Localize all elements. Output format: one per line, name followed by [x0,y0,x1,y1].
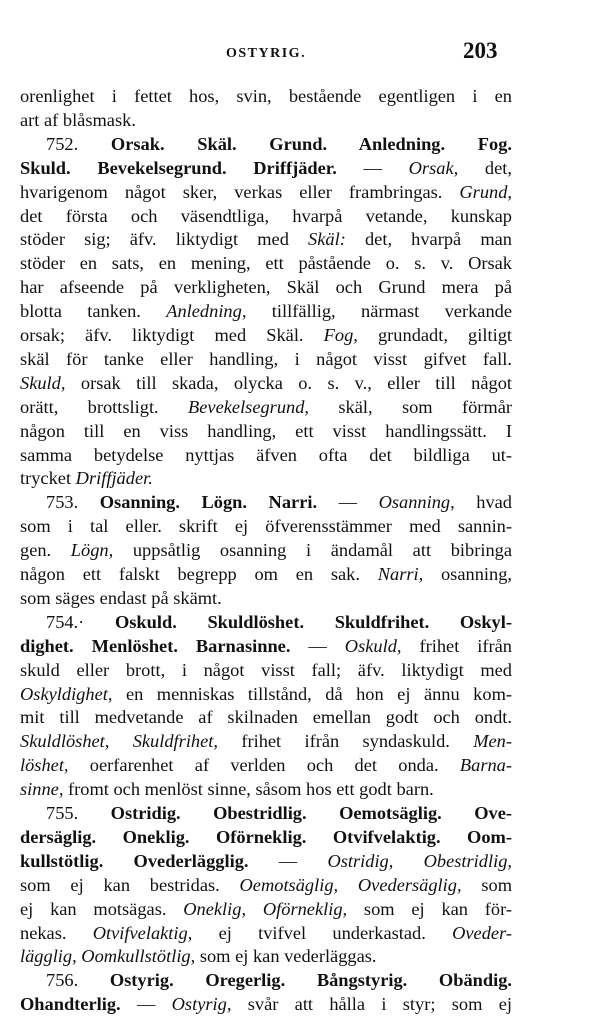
text-run: fromt och menlöst sinne, såsom hos ett godt barn. [63,779,434,800]
text-line [20,323,512,347]
text-run: hvarigenom något sker, verkas eller frambringas. [20,181,460,202]
text-line [20,873,512,897]
text-run: någon ett falskt begrepp om en sak. [20,564,378,584]
text-line [20,634,512,658]
text-run: — [120,994,172,1015]
text-run: 755. [46,803,111,823]
text-run: som i tal eller. skrift ej öfverensstämmer med sannin- [20,516,512,537]
text-run: det, hvarpå man [345,229,512,250]
text-line [20,825,512,849]
italic-term: Grund, [459,181,512,202]
text-run: har afseende på verkligheten, Skäl och Grund mera på [20,277,512,298]
text-line [20,419,512,443]
italic-term: Osanning, [378,492,455,513]
text-run: trycket [20,468,76,489]
text-line [20,897,512,921]
headword-text: Ostridig. Obestridlig. Oemotsäglig. Ove- [110,803,512,823]
italic-term: Skuld, [20,372,66,393]
text-line [20,275,512,299]
text-run: som säges endast på skämt. [20,587,222,608]
text-run: svår att hålla i styr; som ej [231,994,512,1015]
text-line [20,753,512,777]
text-line [20,944,512,968]
page-header [0,38,608,68]
page-number: 203 [463,38,498,63]
text-run: gen. [20,540,71,561]
italic-term: Oskuld, [344,635,402,656]
running-head: OSTYRIG. [226,46,307,61]
italic-term: lägglig, Oomkullstötlig, [20,946,196,967]
text-line [20,395,512,419]
headword-text: dersäglig. Oneklig. Oförneklig. Otvifvelaktig. Oom- [20,826,512,847]
text-run: frihet ifrån [401,635,512,656]
headword-text: Osanning. Lögn. Narri. [99,492,318,513]
italic-term: Oneklig, Oförneklig, [183,898,348,919]
text-run: en menniskas tillstånd, då hon ej ännu kom- [112,683,512,704]
italic-term: Lögn, [70,540,114,561]
text-run: orsak; äfv. liktydigt med Skäl. [20,325,324,345]
headword-text: kullstötlig. Ovederlägglig. [20,850,249,871]
text-run: någon till en viss handling, ett visst handlingssätt. I [20,420,512,441]
italic-term: Men- [473,731,512,752]
text-line [20,514,512,538]
text-line [20,443,512,467]
text-line [20,777,512,801]
text-line [20,180,512,204]
text-run: samma betydelse nyttjas äfven ofta det bildliga ut- [20,444,512,465]
text-run: nekas. [20,922,93,943]
text-run: uppsåtlig osanning i ändamål att bibringa [113,540,512,561]
text-line [20,729,512,753]
text-line [20,586,512,610]
headword-text: dighet. Menlöshet. Barnasinne. [20,635,291,656]
text-run: — [336,157,409,178]
text-line [20,992,512,1016]
italic-term: Oemotsäglig, Ovedersäglig, [239,874,462,895]
text-run: 752. [46,133,111,154]
text-run: ej kan motsägas. [20,898,184,919]
text-run: — [248,850,328,871]
text-line [20,347,512,371]
text-run: skäl, som förmår [309,396,512,417]
text-run: som ej kan vederläggas. [195,946,377,967]
italic-term: Ostridig, Obestridlig, [327,850,513,871]
text-run: som ej kan för- [347,898,512,919]
italic-term: Anledning, [166,301,247,322]
text-line [20,299,512,323]
text-line [20,84,512,108]
italic-term: Driffjäder. [75,468,153,489]
text-line [20,227,512,251]
text-run: skäl för tanke eller handling, i något visst gifvet fall. [20,348,512,369]
text-run: osanning, [423,564,512,584]
text-run: som [461,874,513,895]
text-run: art af blåsmask. [20,109,136,130]
text-line [20,538,512,562]
italic-term: Oveder- [452,922,512,943]
text-run: grundadt, giltigt [357,325,512,345]
text-line [46,610,512,634]
text-line [20,204,512,228]
text-run: stöder en sats, en mening, ett påstående o. s. v. Orsak [20,253,512,274]
text-run: — [317,492,379,513]
text-line [20,849,512,873]
text-run: 753. [46,492,100,513]
headword-text: Ohandterlig. [20,994,121,1015]
text-run: frihet ifrån syndaskuld. [218,731,474,752]
italic-term: Oskyldighet, [20,683,113,704]
text-run: oerfarenhet af verlden och det onda. [68,755,460,776]
text-run: tillfällig, närmast verkande [246,301,512,322]
italic-term: Orsak, [408,157,459,178]
italic-term: Ostyrig, [171,994,232,1015]
italic-term: Skuldlöshet, Skuldfrihet, [20,731,219,752]
text-run: som ej kan bestridas. [20,874,240,895]
text-line [20,562,512,586]
text-line [20,658,512,682]
text-line [20,921,512,945]
text-line [20,156,512,180]
text-run: ej tvifvel underkastad. [192,922,453,943]
text-line [20,108,512,132]
text-line [46,132,512,156]
italic-term: Otvifvelaktig, [92,922,193,943]
text-line [20,682,512,706]
headword-text: Oskuld. Skuldlöshet. Skuldfrihet. Oskyl- [114,611,512,632]
text-run: orätt, brottsligt. [20,396,189,417]
text-run: 756. [46,970,110,991]
italic-term: löshet, [20,755,69,776]
text-run: blotta tanken. [20,301,167,322]
headword-text: Skuld. Bevekelsegrund. Driffjäder. [20,157,337,178]
text-line [20,251,512,275]
italic-term: Skäl: [308,229,346,250]
text-line [20,466,512,490]
text-run: orsak till skada, olycka o. s. v., eller till något [65,372,512,393]
headword-text: Ostyrig. Oregerlig. Bångstyrig. Obändig. [109,970,513,991]
italic-term: Narri, [377,564,424,584]
headword-text: Orsak. Skäl. Grund. Anledning. Fog. [110,133,513,154]
text-run: hvad [454,492,512,513]
text-run: mit till medvetande af skilnaden emellan godt och ondt. [20,707,512,728]
italic-term: Barna- [459,755,512,776]
text-line [46,968,512,992]
italic-term: sinne, [20,779,64,800]
text-line [20,705,512,729]
italic-term: Bevekelsegrund, [188,396,310,417]
text-run: 754.· [46,611,115,632]
text-run: stöder sig; äfv. liktydigt med [20,229,309,250]
text-run: skuld eller brott, i något visst fall; äfv. liktydigt med [20,659,512,680]
text-run: orenlighet i fettet hos, svin, bestående egentligen i en [20,86,512,106]
text-line [46,490,512,514]
text-run: det, [458,157,512,178]
text-run: — [290,635,345,656]
text-line [46,801,512,825]
italic-term: Fog, [323,325,358,345]
text-run: det första och väsendtliga, hvarpå vetande, kunskap [20,205,512,226]
text-line [20,371,512,395]
